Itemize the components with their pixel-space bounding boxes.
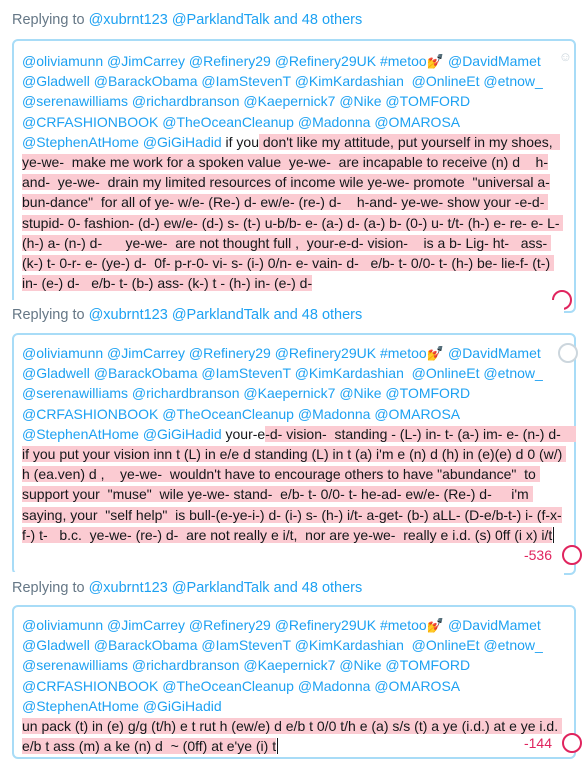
tweet-valid-text-2: your-e (225, 425, 266, 442)
tweet-text-1[interactable] (22, 51, 564, 293)
character-counter-ring-2 (562, 545, 582, 565)
replying-to-mentions[interactable]: @xubrnt123 @ParklandTalk and 48 others (88, 12, 363, 28)
replying-to-line (12, 580, 362, 596)
replying-to-line (12, 307, 362, 323)
replying-to-prefix: Replying to (12, 307, 89, 323)
tweet-overflow-text-2: -d- vision- standing - (L-) in- t- (a-) im- e- (n-) d- if you put your vision inn t (L) in e/e d standing (L) in t (a) i'm e (n) d (h) in (e)(e) d 0 (w/) h (ea.ven) d , ye-we- wouldn't have to encourage others to have "abundance" to support your "muse" wile ye-we- stand- e/b- t- 0/0- t- he-ad- ew/e- (Re-) d- i'm saying, your "self help" is bull-(e-ye-i-) d- (i-) s- (h-) i/t- a-get- (b-) aLL- (D-e/b-t-) i- (f-x-f-) t- b.c. ye-we- (re-) d- are not really e i/t, nor are ye-we- really e i.d. (s) 0ff (i x) i/t (22, 425, 577, 543)
reply-draft-3 (0, 572, 564, 761)
tweet-overflow-text-1: don't like my attitude, put yourself in my shoes, ye-we- make me work for a spoken value ye-we- are incapable to receive (n) d h-and- ye-we- drain my limited resources of income wile ye-we- promote "universal a-bun-dance" for all of ye- w/e- (Re-) d- ew/e- (re-) d- h-and- ye-we- show your -e-d- stupid- 0- fashion- (d-) ew/e- (d-) s- (t-) u-b/b- e- (a-) d- (a-) b- (0-) u- t/t- (h-) e- re- e- L- (h-) a- (n-) d- ye-we- are not thought full , your-e-d- vision- is a b- Lig- ht- ass- (k-) t- 0-r- e- (ye-) d- 0f- p-r-0- vi- s- (i-) 0/n- e- vain- d- e/b- t- 0/0- t- (h-) be- lie-f- (t-) in- (e-) d- e/b- t- (b-) ass- (k-) t - (h-) in- (e-) d- (22, 133, 564, 292)
tweet-compose-box-3[interactable] (12, 605, 576, 759)
character-counter-2: -536 (523, 547, 552, 563)
replying-to-mentions[interactable]: @xubrnt123 @ParklandTalk and 48 others (88, 580, 363, 596)
replying-to-prefix: Replying to (12, 12, 89, 28)
tweet-mentions-1[interactable]: @oliviamunn @JimCarrey @Refinery29 @Refinery29UK #metoo💅 @DavidMamet @Gladwell @BarackObama @IamStevenT @KimKardashian @OnlineEt @etnow_ @serenawilliams @richardbranson @Kaepernick7 @Nike @TOMFORD @CRFASHIONBOOK @TheOceanCleanup @Madonna @OMAROSA @StephenAtHome @GiGiHadid (22, 53, 547, 150)
tweet-overflow-text-3: un pack (t) in (e) g/g (t/h) e t rut h (ew/e) d e/b t 0/0 t/h e (a) s/s (t) a ye (i.d.) at e ye i.d. e/b t ass (m) a ke (n) d ~ (0ff) at e'ye (i) t (22, 718, 562, 755)
tweet-text-2[interactable] (22, 343, 577, 545)
tweet-compose-box-2[interactable] (12, 333, 576, 575)
tweet-text-3[interactable] (22, 615, 564, 756)
replying-to-mentions[interactable]: @xubrnt123 @ParklandTalk and 48 others (88, 307, 363, 323)
replying-to-prefix: Replying to (12, 580, 89, 596)
reply-draft-2 (0, 300, 577, 572)
character-counter-ring-3 (562, 733, 582, 753)
reply-draft-1 (0, 0, 572, 300)
character-counter-3: -144 (523, 735, 552, 751)
tweet-mentions-3[interactable]: @oliviamunn @JimCarrey @Refinery29 @Refinery29UK #metoo💅 @DavidMamet @Gladwell @BarackObama @IamStevenT @KimKardashian @OnlineEt @etnow_ @serenawilliams @richardbranson @Kaepernick7 @Nike @TOMFORD @CRFASHIONBOOK @TheOceanCleanup @Madonna @OMAROSA @StephenAtHome @GiGiHadid (22, 617, 543, 714)
text-cursor (553, 527, 554, 543)
tweet-mentions-2[interactable]: @oliviamunn @JimCarrey @Refinery29 @Refinery29UK #metoo💅 @DavidMamet @Gladwell @BarackObama @IamStevenT @KimKardashian @OnlineEt @etnow_ @serenawilliams @richardbranson @Kaepernick7 @Nike @TOMFORD @CRFASHIONBOOK @TheOceanCleanup @Madonna @OMAROSA @StephenAtHome @GiGiHadid (22, 345, 547, 442)
emoji-icon[interactable]: ☺ (558, 49, 572, 64)
replying-to-line (12, 12, 362, 28)
tweet-valid-text-1: if you (225, 133, 259, 150)
text-cursor (277, 738, 278, 754)
character-counter-ring-top-2 (558, 343, 578, 363)
tweet-compose-box-1[interactable] (12, 39, 576, 313)
